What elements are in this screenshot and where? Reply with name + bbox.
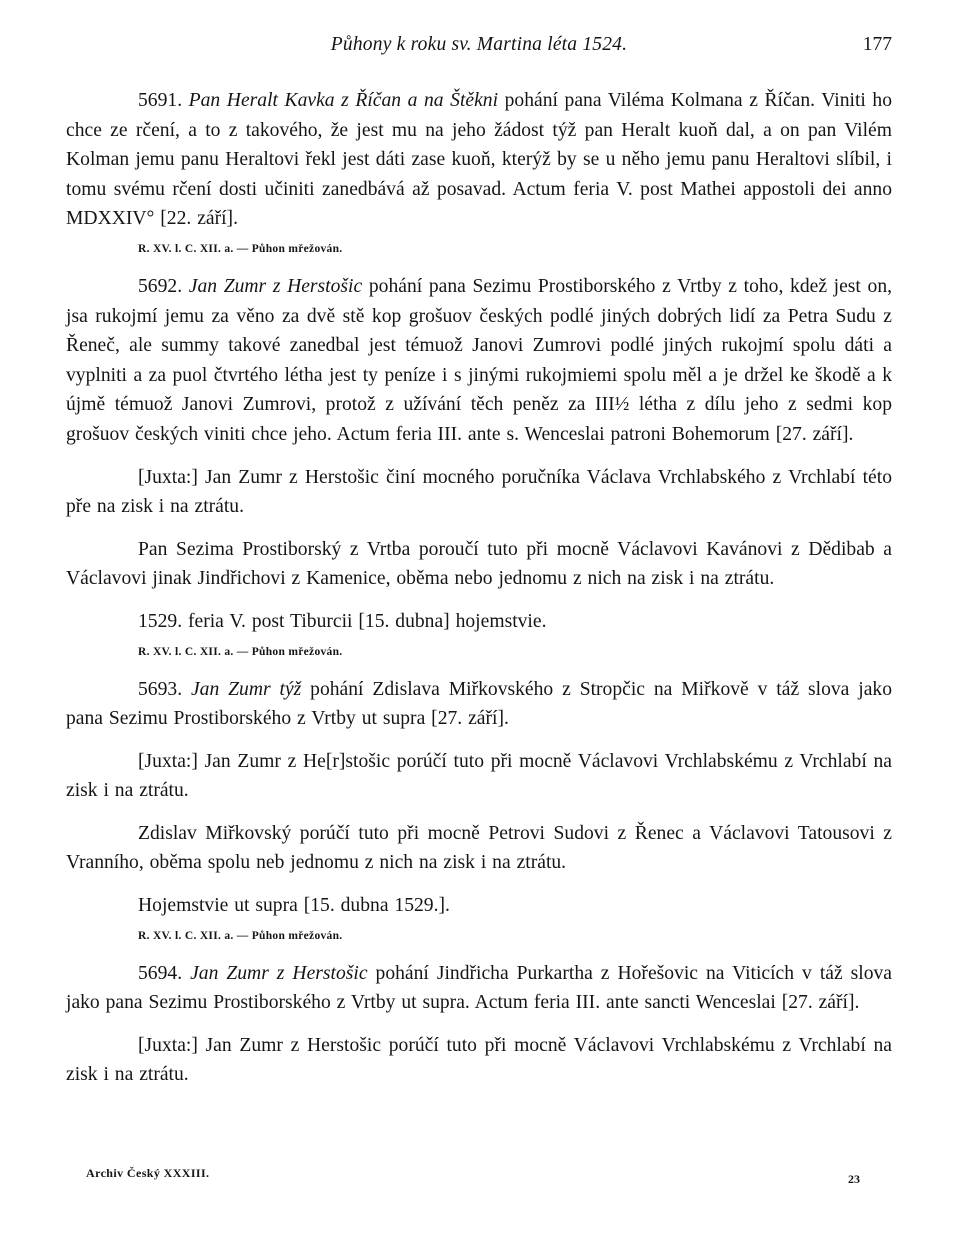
text-segment: [Juxta:] Jan Zumr z Herstošic porúčí tuto při mocně Václavovi Vrchlabskému z Vrchlabí na zisk i na ztrátu. <box>66 1034 892 1086</box>
page-header <box>66 34 892 64</box>
paragraph <box>66 819 892 878</box>
paragraph <box>66 1031 892 1090</box>
text-segment: 5691. <box>138 90 189 111</box>
text-segment: Zdislav Miřkovský porúčí tuto při mocně Petrovi Sudovi z Řenec a Václavovi Tatousovi z Vranního, oběma spolu neb jednomu z nich na zisk i na ztrátu. <box>66 822 892 874</box>
text-segment: pohání Jindřicha Purkartha z Hořešovic na Viticích v táž slova jako pana Sezimu Prostiborského z Vrtby ut supra. Actum feria III. ante sancti Wenceslai [27. září]. <box>66 962 893 1014</box>
running-title: Půhony k roku sv. Martina léta 1524. <box>330 34 628 55</box>
paragraph <box>66 535 892 594</box>
source-note: R. XV. l. C. XII. a. — Půhon mřežován. <box>138 645 343 658</box>
text-segment: [Juxta:] Jan Zumr z He[r]stošic porúčí tuto při mocně Václavovi Vrchlabskému z Vrchlabí na zisk i na ztrátu. <box>66 750 892 802</box>
text-segment: Hojemstvie ut supra [15. dubna 1529.]. <box>138 895 450 917</box>
page-footer <box>86 1166 860 1186</box>
text-segment: pohání Zdislava Miřkovského z Stropčic na Miřkově v táž slova jako pana Sezimu Prostiborského z Vrtby ut supra [27. září]. <box>66 678 892 730</box>
paragraph <box>66 675 892 734</box>
page-number: 177 <box>862 34 892 55</box>
text-segment: 5692. <box>138 275 189 297</box>
text-segment: 5693. <box>138 678 191 700</box>
volume-signature: Archiv Český XXXIII. <box>86 1166 210 1180</box>
paragraph <box>66 891 892 921</box>
italic-name-segment: Jan Zumr z Herstošic <box>188 275 363 297</box>
text-segment: pohání pana Sezimu Prostiborského z Vrtby z toho, kdež jest on, jsa rukojmí jemu za věno za dvě stě kop grošuov českých podlé jiných dobrých lidí za Petra Sudu z Řeneč, ale summy takové zanedbal jest témuož Janovi Zumrovi podlé jiných rukojmí spolu dáti a vyplniti a za puol čtvrtého létha jest ty peníze i s jinými rukojmiemi spolu měl a je držel ke škodě a k újmě témuož Janovi Zumrovi, protož z užívání těch peněz za III½ létha z dílu jeho z sedmi kop grošuov českých viniti chce jeho. Actum feria III. ante s. Wenceslai patroni Bohemorum [27. září]. <box>66 275 893 445</box>
source-note: R. XV. l. C. XII. a. — Půhon mřežován. <box>138 929 343 942</box>
document-body <box>66 86 892 1090</box>
paragraph <box>66 607 892 637</box>
paragraph <box>66 463 892 522</box>
text-segment: 5694. <box>138 962 191 984</box>
italic-name-segment: Jan Zumr z Herstošic <box>190 962 368 984</box>
paragraph <box>66 86 892 234</box>
text-segment: Pan Sezima Prostiborský z Vrtba poroučí tuto při mocně Václavovi Kavánovi z Dědibab a Václavovi jinak Jindřichovi z Kamenice, oběma nebo jednomu z nich na zisk i na ztrátu. <box>66 538 892 590</box>
sheet-number: 23 <box>848 1172 860 1186</box>
paragraph <box>66 959 892 1018</box>
source-note: R. XV. l. C. XII. a. — Půhon mřežován. <box>138 242 343 255</box>
text-segment: 1529. feria V. post Tiburcii [15. dubna] hojemstvie. <box>138 610 547 632</box>
paragraph <box>66 747 892 806</box>
italic-name-segment: Pan Heralt Kavka z Říčan a na Štěkni <box>188 90 499 111</box>
italic-name-segment: Jan Zumr týž <box>190 678 302 700</box>
paragraph <box>66 272 892 450</box>
text-segment: [Juxta:] Jan Zumr z Herstošic činí mocného poručníka Václava Vrchlabského z Vrchlabí této pře na zisk i na ztrátu. <box>66 466 892 518</box>
text-segment: pohání pana Viléma Kolmana z Říčan. Viniti ho chce ze rčení, a to z takového, že jest mu na jeho žádost týž pan Heralt kuoň dal, a on pan Vilém Kolman jemu panu Heraltovi řekl jest dáti zase kuoň, kterýž by se u něho jemu panu Heraltovi slíbil, i tomu svému rčení dosti učiniti zanedbává až posavad. Actum feria V. post Mathei appostoli dei anno MDXXIV° [22. září]. <box>66 90 893 230</box>
